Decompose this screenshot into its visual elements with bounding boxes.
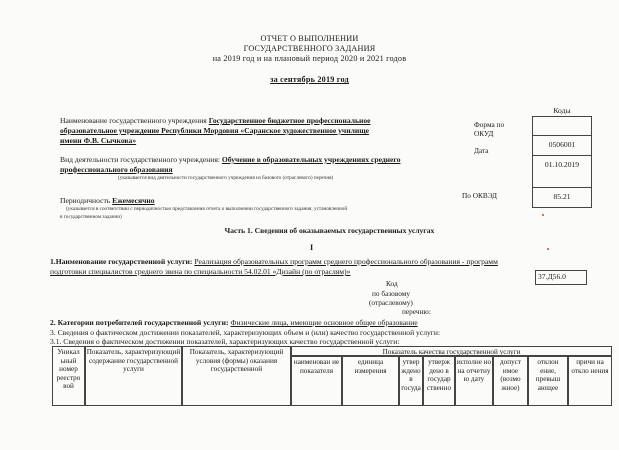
activity-note: (указывается вид деятельности государственного учреждения из базового (отраслевого) перечня)	[118, 175, 334, 181]
code-label-2: по базовому	[372, 289, 410, 298]
sub-indicator-name: наименован ие показателя	[291, 356, 342, 406]
report-title-line2: ГОСУДАРСТВЕННОГО ЗАДАНИЯ	[243, 44, 376, 53]
periodicity-note-2: в государственном задании)	[60, 214, 122, 220]
sub-executed: исполне но на отчетну ю дату	[455, 356, 493, 406]
okved-label: По ОКВЭД	[462, 191, 497, 200]
institution-label: Наименование государственного учреждения	[60, 116, 207, 125]
consumers-row	[50, 318, 418, 327]
sub-deviation: отклон ение, превыш ающее	[528, 356, 568, 406]
activity-value-2: профессионального образования	[60, 165, 173, 174]
col-registry-number: Уникал ьный номер реестро вой	[52, 346, 85, 406]
consumers-value: Физические лица, имеющие основное общее образование	[230, 318, 418, 327]
sub-approved-1: утвер ждено в госуда	[399, 356, 423, 406]
periodicity-value: Ежемесячно	[112, 196, 155, 205]
institution-name-3: имени Ф.В. Сычкова»	[60, 136, 137, 145]
service-code: 37.Д56.0	[538, 272, 566, 281]
date-label: Дата	[474, 146, 489, 155]
activity-label: Вид деятельности государственного учреждения:	[60, 155, 220, 164]
institution-name-1: Государственное бюджетное профессиональное	[208, 116, 371, 125]
form-code: 0506001	[548, 140, 576, 149]
report-period: на 2019 год и на плановый период 2020 и 2021 годов	[212, 54, 407, 63]
code-label-3: (отраслевому)	[369, 298, 413, 307]
activity-value-1: Обучение в образовательных учреждениях среднего	[221, 155, 401, 164]
service-label: 1.Наименование государственной услуги:	[50, 257, 193, 266]
institution-row	[60, 116, 371, 125]
periodicity-label: Периодичность	[60, 196, 111, 205]
okved-value: 85.21	[553, 192, 571, 201]
service-name-1: Реализация образовательных программ среднего профессионального образования - программ	[194, 257, 498, 266]
sub-reason: причи на откло нения	[568, 356, 612, 406]
scan-speck	[547, 248, 549, 250]
scan-speck	[542, 214, 544, 216]
col-quality-group: Показатель качества государственной услуги	[291, 346, 612, 356]
code-label-1: Код	[386, 279, 398, 288]
report-month: за сентябрь 2019 год	[270, 75, 349, 84]
periodicity-note-1: (указывается в соответствии с периодичностью представления отчета о выполнении государственного задания, установленной	[66, 206, 348, 212]
part-title: Часть 1. Сведения об оказываемых государственных услугах	[224, 226, 435, 235]
date-value: 01.10.2019	[544, 160, 580, 169]
report-title-line1: ОТЧЕТ О ВЫПОЛНЕНИИ	[260, 34, 359, 43]
section-numeral: I	[310, 243, 314, 252]
sub-approved-2: утверж дено в государ ственно	[423, 356, 455, 406]
section-3-1: 3.1. Сведения о фактическом достижении показателей, характеризующих качество государственной услуги:	[50, 337, 400, 346]
form-label-1: Форма по	[474, 120, 505, 129]
col-content-indicator: Показатель, характеризующий содержание государственной услуги	[85, 346, 182, 406]
col-conditions-indicator: Показатель, характеризующий условия (формы) оказания государственной	[182, 346, 291, 406]
sub-allowed: допуст имое (возмо жное)	[493, 356, 528, 406]
form-label-2: ОКУД	[474, 129, 494, 138]
service-row	[50, 257, 498, 266]
service-name-2: подготовки специалистов среднего звена по специальности 54.02.01 «Дизайн (по отраслям)»	[50, 267, 351, 276]
section-3: 3. Сведения о фактическом достижении показателей, характеризующих объем и (или) качество государственной услуги:	[50, 328, 441, 337]
code-label-4: перечню:	[402, 307, 431, 316]
consumers-label: 2. Категории потребителей государственной услуги:	[50, 318, 229, 327]
institution-name-2: образовательное учреждение Республики Мордовия «Саранское художественное училище	[60, 126, 370, 135]
sub-unit: единица измерения	[342, 356, 399, 406]
periodicity-row	[60, 196, 155, 205]
activity-row	[60, 155, 401, 164]
codes-header: Коды	[553, 106, 571, 115]
